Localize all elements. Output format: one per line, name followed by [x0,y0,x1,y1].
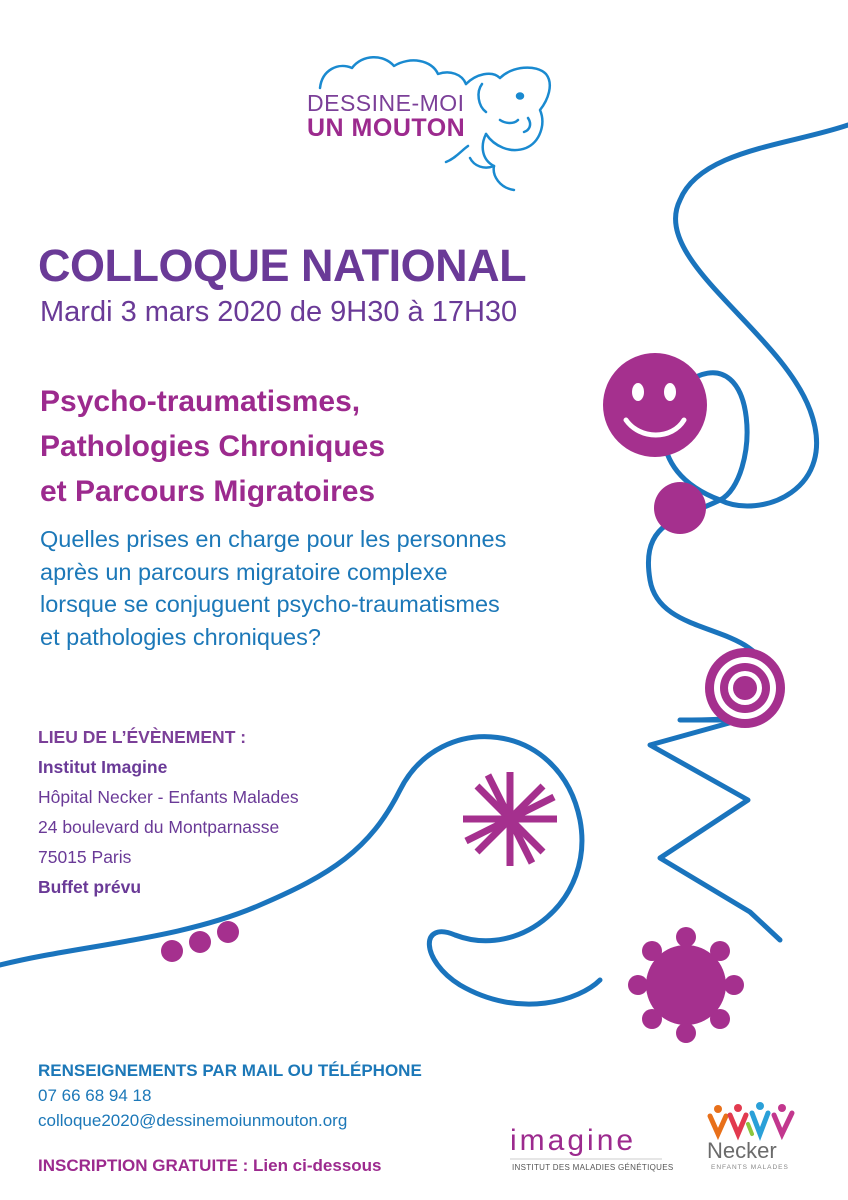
inscription-text: INSCRIPTION GRATUITE : Lien ci-dessous [38,1156,382,1175]
venue-address-line: 24 boulevard du Montparnasse [38,817,280,837]
necker-figures-icon [710,1102,792,1134]
subtitle-line: Psycho-traumatismes, [40,385,361,418]
necker-logo: Necker [707,1138,777,1163]
subtitle-line: Pathologies Chroniques [40,430,386,463]
event-subtitle [40,379,385,514]
smiley-icon [603,353,707,457]
necker-logo-subtitle: ENFANTS MALADES [711,1164,789,1171]
question-line: Quelles prises en charge pour les personnes [40,526,507,552]
venue-buffet: Buffet prévu [38,877,142,897]
venue-address-line: 75015 Paris [38,847,132,867]
event-question [40,523,506,653]
venue-block [38,722,299,902]
venue-heading: LIEU DE L’ÉVÈNEMENT : [38,727,247,747]
contact-email[interactable]: colloque2020@dessinemoiunmouton.org [38,1111,348,1130]
venue-address-line: Hôpital Necker - Enfants Malades [38,787,299,807]
venue-name: Institut Imagine [38,757,168,777]
contact-phone[interactable]: 07 66 68 94 18 [38,1086,152,1105]
asterisk-icon [463,772,557,866]
question-line: et pathologies chroniques? [40,623,321,650]
page-title: COLLOQUE NATIONAL [38,240,527,291]
contact-block [38,1058,422,1133]
target-icon [705,648,785,728]
imagine-logo: imagine [510,1124,637,1157]
dot-icon [654,482,706,534]
logo-line-2: UN MOUTON [307,114,466,142]
question-line: après un parcours migratoire complexe [40,558,448,585]
imagine-logo-subtitle: INSTITUT DES MALADIES GÉNÉTIQUES [512,1163,674,1172]
logo-line-1: DESSINE-MOI [307,90,465,116]
contact-heading: RENSEIGNEMENTS PAR MAIL OU TÉLÉPHONE [38,1061,422,1080]
sun-icon [628,927,744,1043]
question-line: lorsque se conjuguent psycho-traumatismes [40,591,500,617]
subtitle-line: et Parcours Migratoires [40,475,376,508]
event-date: Mardi 3 mars 2020 de 9H30 à 17H30 [40,296,518,328]
